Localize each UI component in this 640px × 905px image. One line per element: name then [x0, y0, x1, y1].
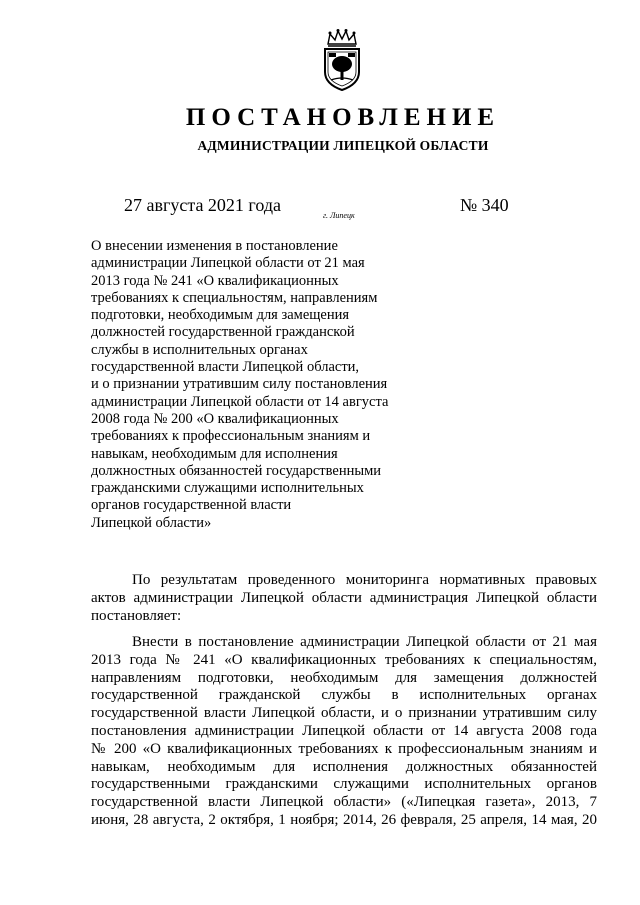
paragraph-line: государственной власти Липецкой области» («Липецкая газета», 2013, 7 [91, 794, 597, 811]
paragraph-line: июня, 28 августа, 2 октября, 1 ноября; 2014, 26 февраля, 25 апреля, 14 мая, 20 [91, 811, 597, 828]
document-subtitle: АДМИНИСТРАЦИИ ЛИПЕЦКОЙ ОБЛАСТИ [197, 138, 489, 153]
body-paragraph-1 [91, 572, 597, 625]
heading-line: администрации Липецкой области от 21 мая [91, 255, 365, 272]
document-date: 27 августа 2021 года [124, 195, 281, 215]
heading-line: требованиях к профессиональным знаниям и [91, 428, 371, 445]
heading-line: 2008 года № 200 «О квалификационных [91, 410, 339, 427]
paragraph-line: По результатам проведенного мониторинга нормативных правовых [132, 572, 597, 588]
heading-line: подготовки, необходимым для замещения [91, 307, 350, 324]
heading-line: должностных обязанностей государственными [91, 462, 382, 479]
paragraph-line: навыкам, необходимым для исполнения должностных обязанностей [91, 758, 597, 775]
document-title: ПОСТАНОВЛЕНИЕ [185, 104, 501, 131]
paragraph-line: постановляет: [91, 607, 182, 624]
heading-line: навыкам, необходимым для исполнения [91, 445, 338, 462]
heading-line: органов государственной власти [91, 497, 292, 514]
heading-line: должностей государственной гражданской [91, 324, 355, 341]
document-city: г. Липецк [323, 211, 355, 220]
heading-line: 2013 года № 241 «О квалификационных [91, 272, 339, 289]
paragraph-line: государственной гражданской службы в исполнительных органах [91, 687, 597, 704]
document-number: № 340 [460, 195, 509, 215]
heading-line: О внесении изменения в постановление [91, 238, 338, 254]
paragraph-line: 2013 года № 241 «О квалификационных требованиях к специальностям, [91, 651, 597, 668]
heading-line: службы в исполнительных органах [91, 341, 308, 358]
heading-line: требованиях к специальностям, направлениям [91, 289, 378, 306]
heading-line: и о признании утратившим силу постановления [91, 376, 388, 393]
paragraph-line: направлениям подготовки, необходимым для замещения должностей [91, 669, 597, 686]
paragraph-line: Внести в постановление администрации Липецкой области от 21 мая [132, 634, 597, 650]
heading-line: гражданскими служащими исполнительных [91, 480, 364, 497]
paragraph-line: актов администрации Липецкой области администрация Липецкой области [91, 589, 597, 606]
paragraph-line: № 200 «О квалификационных требованиях к профессиональным знаниям и [91, 740, 597, 757]
body-paragraph-2 [91, 634, 597, 830]
paragraph-line: постановления администрации Липецкой области от 14 августа 2008 года [91, 722, 597, 739]
paragraph-line: государственными гражданскими служащими исполнительных органов [91, 776, 597, 793]
paragraph-line: государственной власти Липецкой области, и о признании утратившим силу [91, 705, 597, 722]
heading-line: администрации Липецкой области от 14 августа [91, 393, 389, 410]
heading-line: государственной власти Липецкой области, [91, 359, 360, 376]
heading-line: Липецкой области» [91, 514, 212, 531]
coat-of-arms-icon [318, 28, 366, 92]
document-heading [91, 238, 421, 532]
